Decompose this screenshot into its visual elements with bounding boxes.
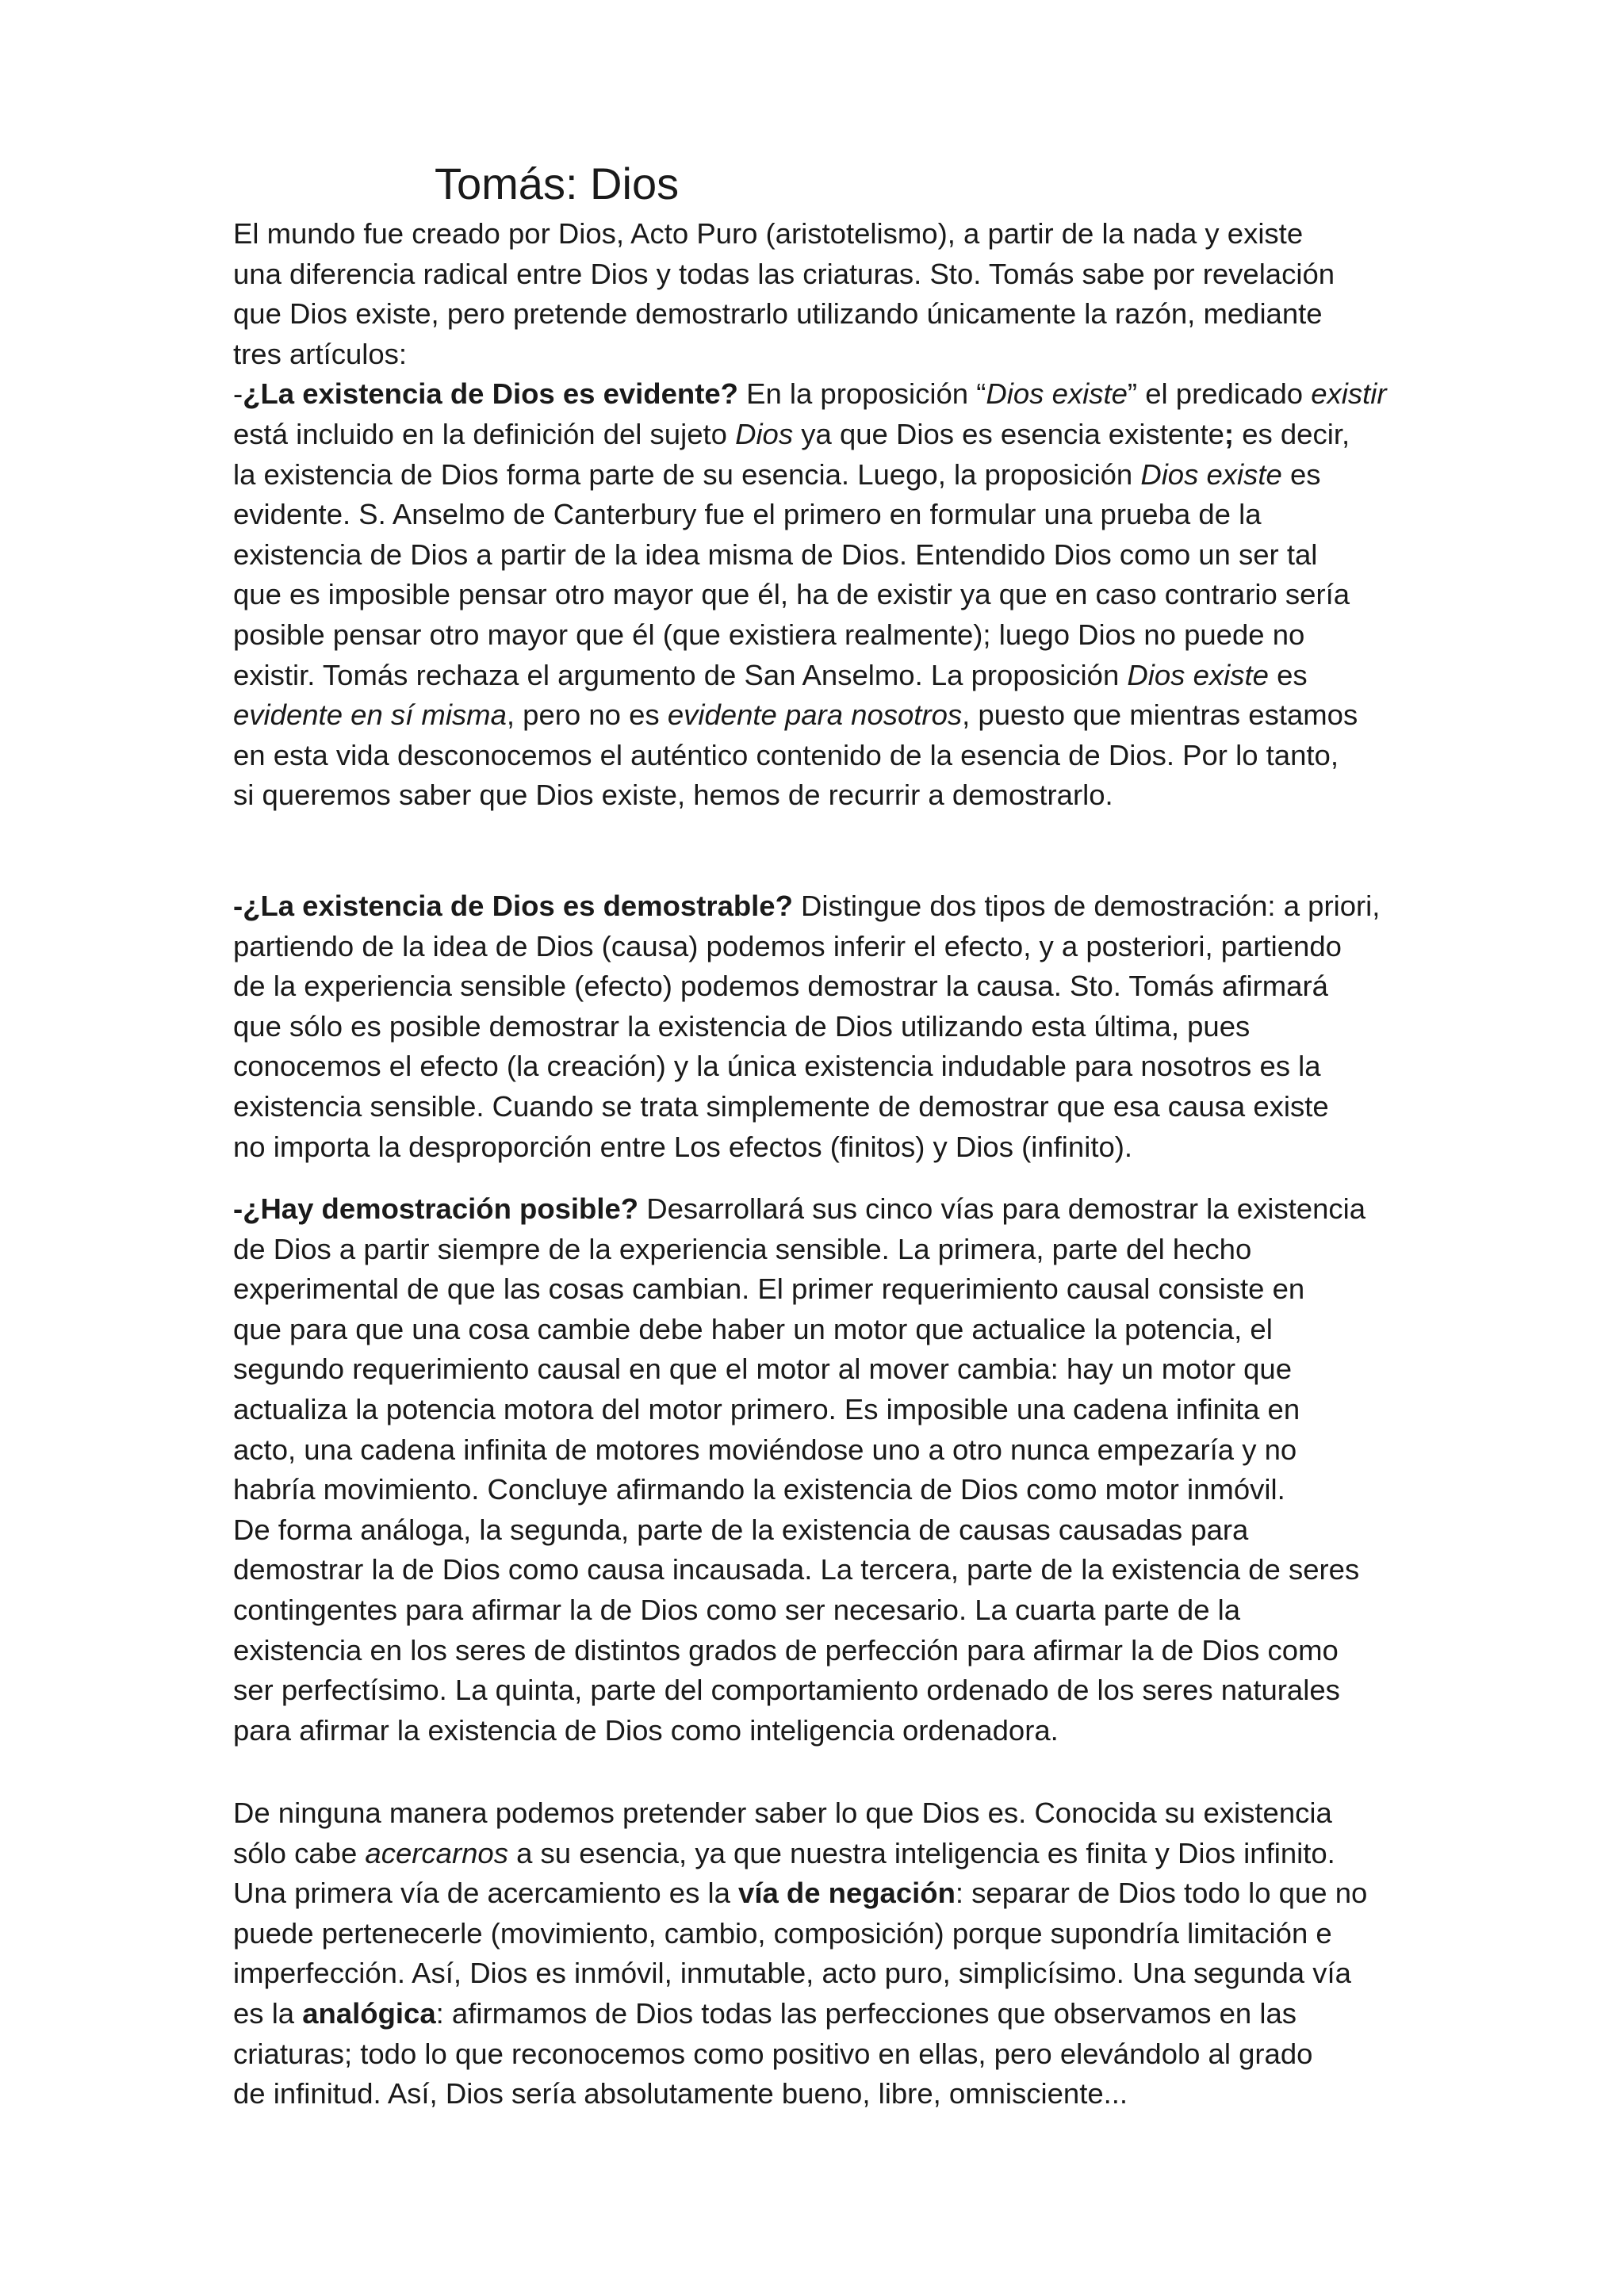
- text-line: De forma análoga, la segunda, parte de la existencia de causas causadas para: [233, 1513, 1249, 1546]
- text-run: sólo cabe: [233, 1836, 366, 1869]
- text-run: , pero no es: [506, 698, 668, 732]
- text-line: de la experiencia sensible (efecto) podemos demostrar la causa. Sto. Tomás afirmará: [233, 970, 1328, 1003]
- text-run-bold: analógica: [302, 1996, 436, 2030]
- text-line: De ninguna manera podemos pretender saber lo que Dios es. Conocida su existencia: [233, 1797, 1332, 1829]
- text-line: criaturas; todo lo que reconocemos como positivo en ellas, pero elevándolo al grado: [233, 2037, 1313, 2070]
- text-line: [233, 1189, 1423, 1230]
- text-line: tres artículos:: [233, 337, 408, 370]
- text-line: puede pertenecerle (movimiento, cambio, composición) porque supondría limitación e: [233, 1916, 1332, 1950]
- text-run: a su esencia, ya que nuestra inteligencia es finita y Dios infinito.: [508, 1836, 1335, 1869]
- text-run-italic: Dios existe: [986, 377, 1128, 411]
- text-line: que Dios existe, pero pretende demostrarlo utilizando únicamente la razón, mediante: [233, 297, 1323, 331]
- page-title: Tomás: Dios: [435, 159, 680, 209]
- article-demostracion-posible: [233, 1189, 1423, 1751]
- text-line: ser perfectísimo. La quinta, parte del comportamiento ordenado de los seres naturales: [233, 1674, 1340, 1707]
- text-line: para afirmar la existencia de Dios como inteligencia ordenadora.: [233, 1713, 1059, 1747]
- text-run: : afirmamos de Dios todas las perfecciones que observamos en las: [435, 1996, 1297, 2030]
- text-line: no importa la desproporción entre Los efectos (finitos) y Dios (infinito).: [233, 1130, 1133, 1163]
- text-line: [233, 1834, 1423, 1874]
- text-run: ” el predicado: [1127, 377, 1312, 411]
- text-run: es la: [233, 1996, 303, 2030]
- text-line: de infinitud. Así, Dios sería absolutamente bueno, libre, omnisciente...: [233, 2077, 1128, 2110]
- text-run: existir. Tomás rechaza el argumento de San Anselmo. La proposición: [233, 658, 1128, 691]
- text-line: existencia sensible. Cuando se trata simplemente de demostrar que esa causa existe: [233, 1089, 1329, 1123]
- text-line: [233, 656, 1423, 696]
- article-heading-evidente: ¿La existencia de Dios es evidente?: [243, 377, 738, 411]
- text-run-italic: Dios existe: [1140, 457, 1282, 491]
- text-line: [233, 695, 1423, 736]
- text-line: que para que una cosa cambie debe haber un motor que actualice la potencia, el: [233, 1312, 1273, 1345]
- text-line: posible pensar otro mayor que él (que existiera realmente); luego Dios no puede no: [233, 618, 1305, 651]
- text-line: partiendo de la idea de Dios (causa) podemos inferir el efecto, y a posteriori, partiendo: [233, 929, 1342, 962]
- text-line: existencia en los seres de distintos grados de perfección para afirmar la de Dios como: [233, 1633, 1339, 1667]
- text-run-italic: evidente para nosotros: [667, 698, 963, 732]
- text-line: existencia de Dios a partir de la idea misma de Dios. Entendido Dios como un ser tal: [233, 538, 1318, 571]
- text-run: Desarrollará sus cinco vías para demostrar la existencia: [638, 1192, 1366, 1225]
- article-heading-demostracion: -¿Hay demostración posible?: [233, 1192, 639, 1225]
- text-run: ya que Dios es esencia existente: [793, 417, 1224, 450]
- text-line: conocemos el efecto (la creación) y la única existencia indudable para nosotros es la: [233, 1050, 1321, 1083]
- text-line: si queremos saber que Dios existe, hemos de recurrir a demostrarlo.: [233, 779, 1113, 812]
- article-demostrable: [233, 886, 1423, 1167]
- text-run-italic: Dios existe: [1127, 658, 1269, 691]
- intro-paragraph: [233, 214, 1423, 816]
- text-run: es decir,: [1234, 417, 1350, 450]
- text-line: segundo requerimiento causal en que el motor al mover cambia: hay un motor que: [233, 1353, 1293, 1386]
- text-run: En la proposición “: [737, 377, 986, 411]
- text-line: en esta vida desconocemos el auténtico contenido de la esencia de Dios. Por lo tanto,: [233, 738, 1339, 771]
- text-line: que es imposible pensar otro mayor que él, ha de existir ya que en caso contrario sería: [233, 578, 1350, 611]
- text-line: una diferencia radical entre Dios y todas las criaturas. Sto. Tomás sabe por revelación: [233, 257, 1335, 290]
- text-line: [233, 415, 1423, 455]
- text-run: está incluido en la definición del sujeto: [233, 417, 736, 450]
- text-run: Una primera vía de acercamiento es la: [233, 1877, 739, 1910]
- text-line: actualiza la potencia motora del motor primero. Es imposible una cadena infinita en: [233, 1392, 1300, 1425]
- text-line: de Dios a partir siempre de la experiencia sensible. La primera, parte del hecho: [233, 1232, 1252, 1265]
- closing-paragraph: [233, 1793, 1423, 2114]
- text-run: , puesto que mientras estamos: [962, 698, 1358, 732]
- text-run-italic: Dios: [735, 417, 794, 450]
- text-run-italic: evidente en sí misma: [233, 698, 507, 732]
- text-line: El mundo fue creado por Dios, Acto Puro (aristotelismo), a partir de la nada y existe: [233, 217, 1304, 250]
- text-line: [233, 1994, 1423, 2034]
- text-run: la existencia de Dios forma parte de su esencia. Luego, la proposición: [233, 457, 1141, 491]
- text-run: es: [1281, 457, 1321, 491]
- text-run: es: [1268, 658, 1308, 691]
- text-line: [233, 374, 1423, 415]
- text-run: Distingue dos tipos de demostración: a priori,: [792, 890, 1381, 922]
- text-run-bold: vía de negación: [738, 1877, 956, 1910]
- text-run-bold: ;: [1224, 417, 1235, 450]
- text-line: acto, una cadena infinita de motores moviéndose uno a otro nunca empezaría y no: [233, 1433, 1297, 1466]
- text-line: demostrar la de Dios como causa incausada. La tercera, parte de la existencia de seres: [233, 1553, 1360, 1586]
- list-dash: -: [233, 377, 243, 411]
- text-line: evidente. S. Anselmo de Canterbury fue el primero en formular una prueba de la: [233, 498, 1262, 531]
- text-line: contingentes para afirmar la de Dios como ser necesario. La cuarta parte de la: [233, 1593, 1241, 1626]
- text-run-italic: acercarnos: [365, 1836, 508, 1869]
- text-line: que sólo es posible demostrar la existencia de Dios utilizando esta última, pues: [233, 1009, 1251, 1043]
- text-line: habría movimiento. Concluye afirmando la existencia de Dios como motor inmóvil.: [233, 1473, 1285, 1506]
- text-run: : separar de Dios todo lo que no: [955, 1877, 1368, 1910]
- article-heading-demostrable: -¿La existencia de Dios es demostrable?: [233, 890, 793, 922]
- text-line: [233, 1873, 1423, 1914]
- text-line: [233, 455, 1423, 496]
- text-line: [233, 886, 1423, 927]
- text-line: experimental de que las cosas cambian. El primer requerimiento causal consiste en: [233, 1272, 1305, 1306]
- text-run-italic: existir: [1311, 377, 1387, 411]
- text-line: imperfección. Así, Dios es inmóvil, inmutable, acto puro, simplicísimo. Una segunda vía: [233, 1957, 1351, 1990]
